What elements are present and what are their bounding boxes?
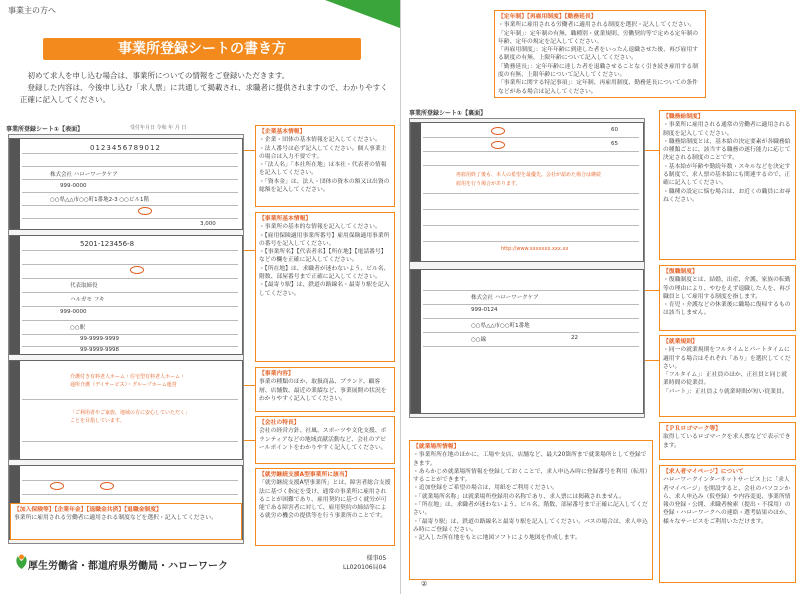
form-zip: 999-0000 [60, 183, 87, 189]
page-number: ② [421, 580, 428, 588]
form-circle [138, 207, 152, 215]
form-note-1: 再雇用終了後も、本人の希望を最優先。会社が認めた場合は継続 [456, 172, 602, 178]
callout-type-a [255, 468, 395, 546]
form-line [22, 306, 238, 307]
callout-heading: 【加入保険等】【企業年金】【退職金共済】【退職金制度】 [14, 507, 162, 513]
callout-body: ハローワークインターネットサービス上に「求人者マイページ」を開設すると、会社のパソコンから、求人申込み（仮登録）や内容変更、事業所情報の登録・公開、求職者検索（提出・不採用）の登録・ハローワークへの連絡・選考結果のほか、様々なサービスをご利用いただけます。 [663, 477, 791, 525]
form-line [22, 179, 238, 180]
form-station: ○○駅 [70, 325, 86, 331]
section-side-bar [10, 236, 20, 354]
form-line [22, 278, 238, 279]
form-line [22, 334, 238, 335]
callout-features [255, 416, 395, 464]
callout-reinstatement [659, 265, 796, 331]
callout-office-info [255, 212, 395, 362]
page-title: 事業所登録シートの書き方 [43, 38, 361, 60]
callout-wage-system [659, 110, 796, 260]
form-line [423, 290, 639, 291]
form-line [22, 218, 238, 219]
form-line [423, 346, 639, 347]
form-url: http://www.xxxxxxx.xxx.xx [501, 246, 569, 252]
callout-heading: 【会社の特長】 [259, 420, 300, 426]
intro-paragraph-2: 登録した内容は、今後申し込む「求人票」に共通して掲載され、求職者に提供されますので、わかりやすく正確に記入してください。 [20, 83, 388, 104]
form-section-office [9, 235, 243, 355]
form-age-2: 65 [611, 141, 618, 147]
section-side-bar [10, 361, 20, 459]
form-line [423, 318, 639, 319]
form-line [22, 166, 238, 167]
callout-heading: 【求人者マイページ】について [663, 469, 744, 475]
form-feature-2: ことを目指しています。 [70, 418, 125, 424]
callout-heading: 【復職制度】 [663, 269, 698, 275]
callout-company-info [255, 125, 395, 207]
leader-line [244, 385, 255, 386]
footer-org: 厚生労働省・都道府県労働局・ハローワーク [28, 561, 228, 572]
form-line [22, 480, 238, 481]
form-receipt-date: 受付年月日 令和 年 月 日 [130, 125, 187, 131]
form-rep-name: ハルガモ フキ [70, 297, 105, 303]
form-rep: 代表取締役 [70, 283, 98, 289]
callout-heading: 【事業内容】 [259, 371, 294, 377]
form-age-1: 60 [611, 127, 618, 133]
form-header-back: 事業所登録シート①【裏面】 [409, 110, 487, 117]
callout-heading: 【職務給制度】 [663, 114, 704, 120]
form-fax: 99-9999-9998 [80, 347, 119, 353]
callout-work-rules [659, 335, 796, 417]
callout-body: ・事業所所在地のほかに、工場や支店、店舗など、最大20箇所まで就業場所として登録できます。 ・あらかじめ就業場所情報を登録しておくことで、求人申込み時に登録番号を利用（転用）することができます。 ・追加登録をご希望の場合は、用紙をご利用ください。 ・「就業場所名称」は就業場所登録用の名称であり、求人票には掲載されません。 ・「所在地」は、求職者が迷わないよう、ビル名、階数、部屋番号まで正確に記入してください。 ・「最寄り駅」は、鉄道の路線名と最寄り駅を記入してください。バスの場合は、求人申込み時にご登録ください。 ・記入した所在地をもとに地図ソフトにより地図を作成します。 [413, 452, 648, 542]
section-side-bar [411, 270, 421, 413]
form-work-zip: 999-0124 [471, 307, 498, 313]
callout-body: 「就労継続支援A型事業所」とは、障害者総合支援法に基づく指定を受け、通常の事業所に雇用されることが困難であり、雇用契約に基づく就労が可能である障害者に対して、雇用契約の締結等による就労の機会の提供等を行う事業所のことです。 [259, 480, 391, 520]
leader-line [244, 440, 255, 441]
callout-body: ・事業所に雇用される通常の労働者に適用される制度を記入してください。 ・職務給制度とは、基本給の決定要素が各職務給の種類ごとに、該当する職務の遂行能力に応じて決定される制度のことです。 ・基本給が年齢や勤続年数・スキルなどを決定する制度で、求人票の基本給にも関連するので、正確に記入してください。 ・職種の設定に悩む場合は、お近くの職員にお尋ねください。 [663, 122, 791, 203]
form-line [423, 193, 639, 194]
sample-form [8, 134, 244, 544]
callout-heading: 【企業基本情報】 [259, 129, 306, 135]
form-tel: 99-9999-9999 [80, 336, 119, 342]
callout-body: ・企業・団体の基本情報を記入してください。 ・法人番号は必ず記入してください。個人事業主の場合は入力不要です。 ・「法人名」「本社所在地」は本社・代表者の情報を記入してください。 ・「資本金」は、法人・団体の資本の額又は出資の総額を記入してください。 [259, 137, 390, 194]
form-line [423, 241, 639, 242]
form-employer-no: 5201-123456-8 [80, 240, 135, 248]
form-address: ○○県△△市○○町1番地2-3 ○○ビル1階 [50, 197, 149, 203]
intro-paragraph-1: 初めて求人を申し込む場合は、事業所についての情報をご登録いただきます。 [27, 71, 290, 80]
callout-body: ・事業所に雇用される労働者に適用される制度を選択・記入してください。 「定年制」：定年制の有無、職種別・就業規則、労働契約等で定める定年制の年齢、定年の規定を記入してください。 「再雇用制度」：定年年齢に到達した者をいったん退職させた後、再び雇用する制度の有無、上限年齢について記入してください。 「勤務延長」：定年年齢に達した者を退職させることなく引き続き雇用する制度の有無、上限年齢について記入してください。 「事業所に関する特記事項」：定年制、再雇用制度、勤務延長についての条件などがある場合は記入してください。 [498, 22, 698, 95]
form-header: 事業所登録シート①【表面】 [6, 126, 84, 133]
form-line [22, 153, 238, 154]
callout-pr-logo [659, 422, 796, 460]
form-line [22, 205, 238, 206]
callout-heading: 【事業所基本情報】 [259, 216, 312, 222]
callout-body: ・事業所の基本的な情報を記入してください。 ・【雇用保険適用事業所番号】雇用保険適用事業所の番号を記入してください。 ・【事業所名】【代表者名】【所在地】【電話番号】などの欄を正確に記入してください。 ・【所在地】は、求職者が迷わないよう、ビル名、階数、部屋番号まで正確に記入してください。 ・【最寄り駅】は、鉄道の路線名・最寄り駅を記入してください。 [259, 224, 390, 297]
ministry-logo-icon [14, 553, 29, 570]
callout-body: 事業所に雇用される労働者に適用される制度などを選択・記入してください。 [14, 515, 217, 522]
doc-code-1: 様事05 [366, 555, 387, 562]
intro-text [20, 70, 390, 106]
form-work-name: 株式会社 ハローワークケア [471, 295, 539, 301]
form-line [22, 346, 238, 347]
form-line [22, 264, 238, 265]
form-work-mins: 22 [571, 335, 578, 341]
form-feature-1: 「ご利用者やご家族、地域の方に安心していただく」 [70, 410, 191, 416]
callout-body: 会社の経営方針、社風、スポーツや文化支援、ボランティアなどの地域貢献活動など、会社のアピールポイントをわかりやすく記入してください。 [259, 428, 387, 451]
form-section-retirement [410, 122, 644, 262]
form-line [22, 320, 238, 321]
form-circle [100, 482, 114, 490]
form-line [22, 292, 238, 293]
callout-insurance [10, 503, 242, 540]
form-business-2: 通所介護（デイサービス）・グループホーム運営 [70, 382, 177, 388]
callout-workplace-info [409, 440, 653, 580]
form-line [423, 225, 639, 226]
section-side-bar [411, 123, 421, 261]
form-line [22, 399, 238, 400]
leader-line [244, 150, 255, 151]
form-circle [491, 141, 505, 149]
doc-code [343, 553, 386, 571]
form-section-workplace [410, 269, 644, 414]
form-line [423, 209, 639, 210]
callout-retirement [494, 10, 706, 98]
form-line [22, 494, 238, 495]
form-business-1: 介護付き有料老人ホーム・住宅型有料老人ホーム・ [70, 374, 186, 380]
callout-business [255, 367, 395, 412]
section-side-bar [10, 139, 20, 229]
form-circle [491, 127, 505, 135]
form-line [423, 137, 639, 138]
form-section-company [9, 138, 243, 230]
form-line [22, 250, 238, 251]
form-work-addr: ○○県△△市○○町1番地 [471, 323, 530, 329]
leader-line [645, 150, 659, 151]
audience-tag: 事業主の方へ [8, 6, 56, 15]
form-fund: 3,000 [200, 221, 216, 227]
form-line [423, 304, 639, 305]
callout-body: 取得しているロゴマークを求人票などで表示できます。 [663, 434, 791, 449]
form-line [423, 151, 639, 152]
form-company: 株式会社 ハローワークケア [50, 172, 118, 178]
form-circle [50, 482, 64, 490]
callout-body: ・復職制度とは、結婚、出産、介護、家族の転勤等の理由により、やむをえず退職した人を、再び職員として雇用する制度を指します。 ・育児・介護などの休業後に職場に復帰するものは該当しません。 [663, 277, 791, 317]
form-phone: 0123456789012 [90, 144, 161, 152]
callout-body: 事業の種類のほか、取扱商品、ブランド、顧客層、店舗数、最近の業績など、事業展開の状況をわかりやすく記入してください。 [259, 379, 387, 402]
form-section-business [9, 360, 243, 460]
leader-line [244, 250, 255, 251]
callout-my-page [659, 465, 796, 583]
form-line [423, 332, 639, 333]
form-line [22, 441, 238, 442]
corner-decoration [325, 0, 400, 28]
callout-heading: 【ＰＲロゴマーク等】 [663, 426, 721, 432]
form-zip2: 999-0000 [60, 309, 87, 315]
leader-line [645, 360, 659, 361]
form-line [22, 192, 238, 193]
form-work-station: ○○線 [471, 337, 487, 343]
leader-line [645, 290, 659, 291]
form-circle [130, 266, 144, 274]
callout-body: ・同一の就業規則をフルタイムとパートタイムに適用する場合はそれぞれ「あり」を選択してください。 「フルタイム」：正社員のほか、正社員と同じ就業時間の従業員。 「パート」：正社員より就業時間が短い従業員。 [663, 347, 791, 395]
form-line [423, 165, 639, 166]
callout-heading: 【就労継続支援A型事業所に該当】 [259, 472, 351, 478]
page-back [400, 0, 800, 594]
doc-code-2: LL020106局04 [343, 564, 387, 571]
callout-heading: 【定年制】【再雇用制度】【勤務延長】 [498, 14, 597, 20]
sample-form-back [409, 118, 645, 418]
form-note-2: 雇用を行う場合があります。 [456, 181, 521, 187]
callout-heading: 【就業場所情報】 [413, 444, 460, 450]
callout-heading: 【就業規則】 [663, 339, 698, 345]
